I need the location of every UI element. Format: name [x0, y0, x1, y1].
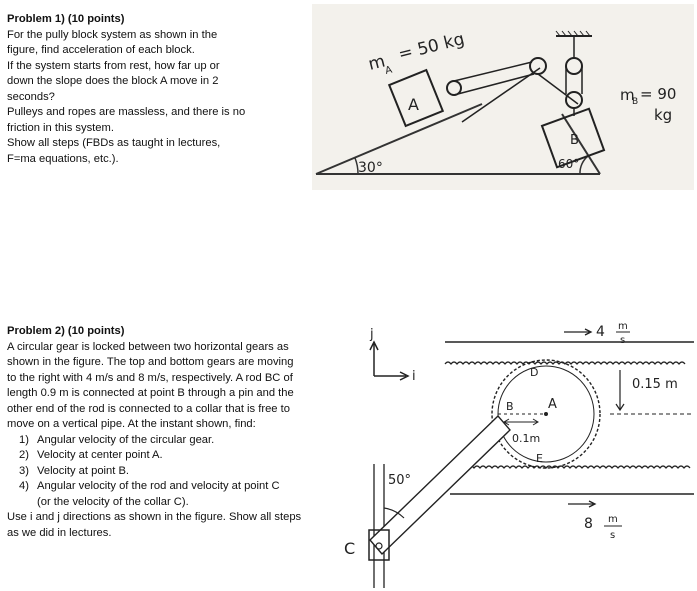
problem1-title: Problem 1) (10 points) — [7, 13, 125, 25]
problem1-text — [7, 12, 297, 167]
vertical-pipe — [374, 464, 384, 588]
list-item: 1) Angular velocity of the circular gear. — [19, 433, 215, 446]
problem1-line: figure, find acceleration of each block. — [7, 44, 195, 56]
mass-b-subscript: B — [632, 97, 639, 107]
axis-j-label: j — [370, 327, 374, 342]
problem1-line: down the slope does the block A move in 2 — [7, 75, 219, 87]
problem2-title: Problem 2) (10 points) — [7, 325, 125, 337]
angle-left: 30° — [358, 160, 383, 176]
top-rack — [445, 362, 685, 364]
problem2-line: length 0.9 m is connected at point B through a pin and the — [7, 387, 294, 399]
problem2-line: A circular gear is locked between two horizontal gears as — [7, 340, 289, 353]
bottom-speed-unit-den: s — [610, 530, 616, 541]
list-item: 4) Angular velocity of the rod and velocity at point C — [19, 480, 280, 492]
problem2-text — [7, 324, 352, 541]
mass-b-unit: kg — [654, 106, 673, 124]
block-a-label: A — [408, 95, 419, 114]
problem2-footer-line: Use i and j directions as shown in the figure. Show all steps — [7, 511, 302, 523]
problem1-line: Show all steps (FBDs as taught in lectures, — [7, 137, 221, 149]
problem1-line: friction in this system. — [7, 121, 114, 134]
gap-dimension: 0.15 m — [632, 377, 678, 392]
mass-a-value: = 50 kg — [396, 29, 467, 65]
bottom-speed-unit-num: m — [608, 514, 618, 525]
problem1-line: If the system starts from rest, how far up or — [7, 59, 220, 72]
problem2-line: other end of the rod is connected to a collar that is free to — [7, 402, 290, 415]
bottom-rack — [450, 466, 690, 468]
list-item: (or the velocity of the collar C). — [37, 495, 189, 508]
block-b-label: B — [570, 133, 579, 148]
mass-b-symbol: m — [620, 86, 635, 104]
angle-right: 60° — [558, 157, 580, 171]
top-speed: 4 — [596, 324, 605, 340]
problem1-line: For the pully block system as shown in the — [7, 28, 218, 41]
mass-b-value: = 90 — [640, 85, 677, 103]
problem2-footer-line: as we did in lectures. — [7, 526, 112, 539]
problem2-line: to the right with 4 m/s and 8 m/s, respectively. A rod BC of — [7, 371, 293, 384]
problem1-line: seconds? — [7, 90, 55, 103]
top-speed-unit-num: m — [618, 321, 628, 332]
gear-rod-figure — [340, 318, 694, 588]
point-b-label: B — [506, 400, 514, 413]
angle-label: 50° — [388, 473, 412, 488]
point-d-label: D — [530, 366, 539, 379]
mass-a-subscript: A — [384, 64, 394, 77]
problem2-line: move on a vertical pipe. At the instant shown, find: — [7, 418, 256, 430]
bottom-speed: 8 — [584, 516, 593, 532]
problem1-line: Pulleys and ropes are massless, and there is no — [7, 106, 246, 118]
point-a-label: A — [548, 397, 557, 412]
problem1-line: F=ma equations, etc.). — [7, 152, 119, 165]
top-speed-unit-den: s — [620, 335, 626, 346]
list-item: 2) Velocity at center point A. — [19, 449, 163, 461]
axis-i-label: i — [412, 369, 416, 384]
radius-label: 0.1m — [512, 432, 541, 445]
problem2-line: shown in the figure. The top and bottom gears are moving — [7, 356, 294, 368]
pulley-block-figure — [312, 4, 694, 190]
mass-a-symbol: m — [366, 51, 388, 75]
point-c-label: C — [344, 539, 356, 558]
point-e-label: E — [536, 452, 543, 465]
question-list — [7, 433, 352, 511]
list-item: 3) Velocity at point B. — [19, 464, 130, 477]
